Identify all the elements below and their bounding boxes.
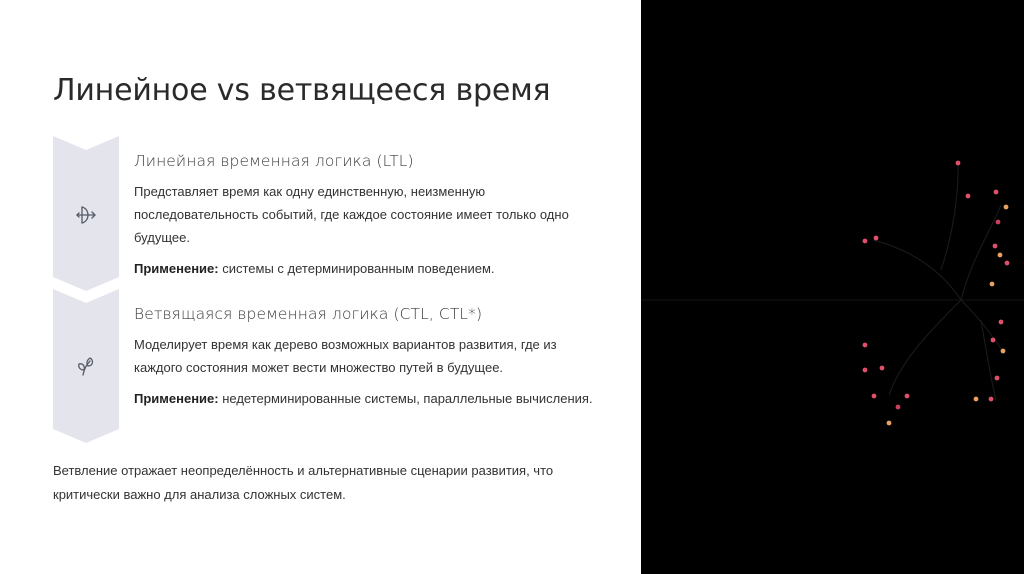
item-usage [134, 257, 604, 280]
chevron-step-1 [53, 136, 119, 291]
item-ctl [134, 304, 604, 410]
tree-illustration [641, 0, 1024, 574]
item-description: Представляет время как одну единственную, неизменную последовательность событий, где каждое состояние имеет только одно будущее. [134, 184, 569, 245]
item-heading: Линейная временная логика (LTL) [134, 152, 414, 170]
usage-text: недетерминированные системы, параллельные вычисления. [218, 391, 593, 406]
slide-title: Линейное vs ветвящееся время [53, 73, 551, 108]
branching-tree-dots-image [641, 0, 1024, 574]
usage-label: Применение: [134, 261, 219, 276]
item-heading: Ветвящаяся временная логика (CTL, CTL*) [134, 305, 483, 323]
usage-text: системы с детерминированным поведением. [218, 261, 495, 276]
item-ltl [134, 151, 604, 280]
item-usage [134, 387, 604, 410]
chevron-step-2 [53, 289, 119, 443]
footer-note: Ветвление отражает неопределённость и альтернативные сценарии развития, что критически важно для анализа сложных систем. [53, 463, 554, 502]
bow-arrow-icon [75, 204, 97, 226]
item-description: Моделирует время как дерево возможных вариантов развития, где из каждого состояния может вести множество путей в будущее. [134, 337, 557, 375]
tree-dots [863, 161, 1010, 426]
usage-label: Применение: [134, 391, 219, 406]
sprout-icon [75, 355, 97, 377]
